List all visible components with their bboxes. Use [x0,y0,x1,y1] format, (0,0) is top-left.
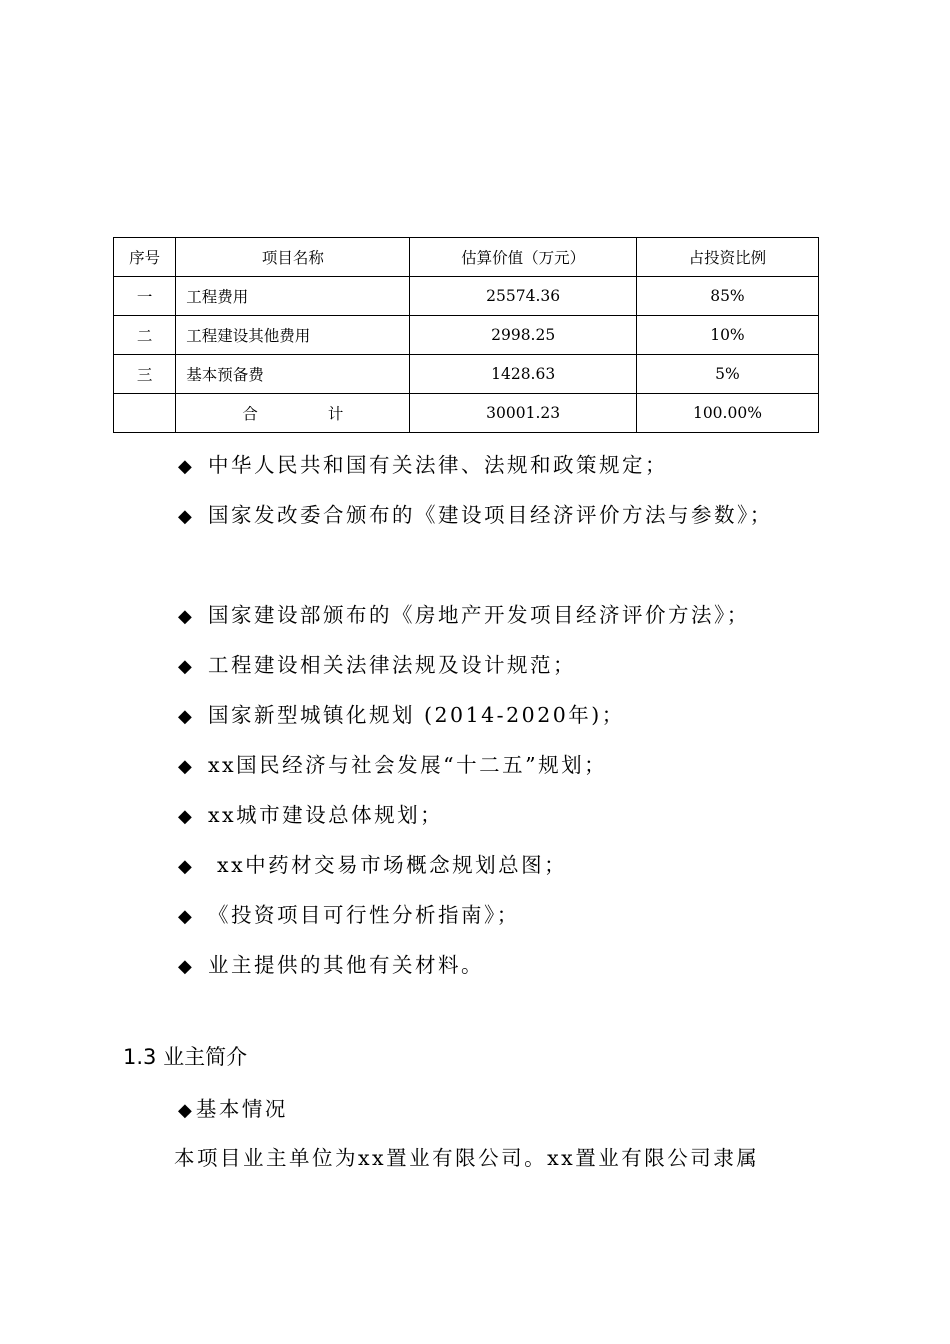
list-item-text: 中华人民共和国有关法律、法规和政策规定； [208,453,668,477]
table-row [114,355,819,394]
list-item [178,790,773,840]
total-label-2: 计 [327,405,344,423]
row-no: 一 [114,277,176,316]
diamond-bullet-icon: ◆ [178,506,192,527]
total-ratio: 100.00% [636,394,818,433]
list-item-text: 国家发改委合颁布的《建设项目经济评价方法与参数》； [208,503,773,527]
header-no: 序号 [114,238,176,277]
list-item [178,640,773,690]
diamond-bullet-icon: ◆ [178,956,192,977]
table-row [114,277,819,316]
row-ratio: 10% [636,316,818,355]
list-item-text: xx中药材交易市场概念规划总图； [208,853,568,877]
total-no [114,394,176,433]
diamond-bullet-icon: ◆ [178,906,192,927]
list-item-text: 国家新型城镇化规划 (2014-2020年)； [208,703,625,727]
diamond-bullet-icon: ◆ [178,656,192,677]
row-no: 二 [114,316,176,355]
list-item [178,890,773,940]
list-item [178,590,773,640]
row-value: 1428.63 [410,355,636,394]
table-header-row [114,238,819,277]
diamond-bullet-icon: ◆ [178,706,192,727]
list-item [178,840,773,890]
diamond-bullet-icon: ◆ [178,1100,192,1121]
table-row [114,316,819,355]
row-value: 25574.36 [410,277,636,316]
row-name: 工程建设其他费用 [176,316,410,355]
diamond-bullet-icon: ◆ [178,756,192,777]
list-item-text: xx城市建设总体规划； [208,803,444,827]
header-name: 项目名称 [176,238,410,277]
total-value: 30001.23 [410,394,636,433]
diamond-bullet-icon: ◆ [178,606,192,627]
diamond-bullet-icon: ◆ [178,456,192,477]
list-item [178,740,773,790]
list-item [178,490,773,540]
list-item-text: xx国民经济与社会发展“十二五”规划； [208,753,608,777]
row-name: 基本预备费 [176,355,410,394]
table-total-row [114,394,819,433]
list-item [178,690,773,740]
list-item [178,440,773,490]
list-item [178,940,773,990]
list-item-text: 业主提供的其他有关材料。 [208,953,484,977]
blank-line [178,540,773,590]
total-label [176,394,410,433]
body-paragraph: 本项目业主单位为xx置业有限公司。xx置业有限公司隶属 [174,1146,760,1170]
list-item-text: 工程建设相关法律法规及设计规范； [208,653,576,677]
diamond-bullet-icon: ◆ [178,806,192,827]
header-ratio: 占投资比例 [636,238,818,277]
list-item-text: 《投资项目可行性分析指南》； [208,903,520,927]
row-ratio: 5% [636,355,818,394]
diamond-bullet-icon: ◆ [178,856,192,877]
row-no: 三 [114,355,176,394]
section-heading: 1.3 业主简介 [123,1045,248,1069]
row-name: 工程费用 [176,277,410,316]
row-ratio: 85% [636,277,818,316]
sub-heading-bullet [178,1089,288,1131]
list-item-text: 国家建设部颁布的《房地产开发项目经济评价方法》； [208,603,750,627]
basis-bullet-list [178,440,773,990]
investment-estimate-table [113,237,819,433]
total-label-1: 合 [242,405,258,423]
header-value: 估算价值（万元） [410,238,636,277]
sub-heading-text: 基本情况 [195,1097,288,1121]
row-value: 2998.25 [410,316,636,355]
